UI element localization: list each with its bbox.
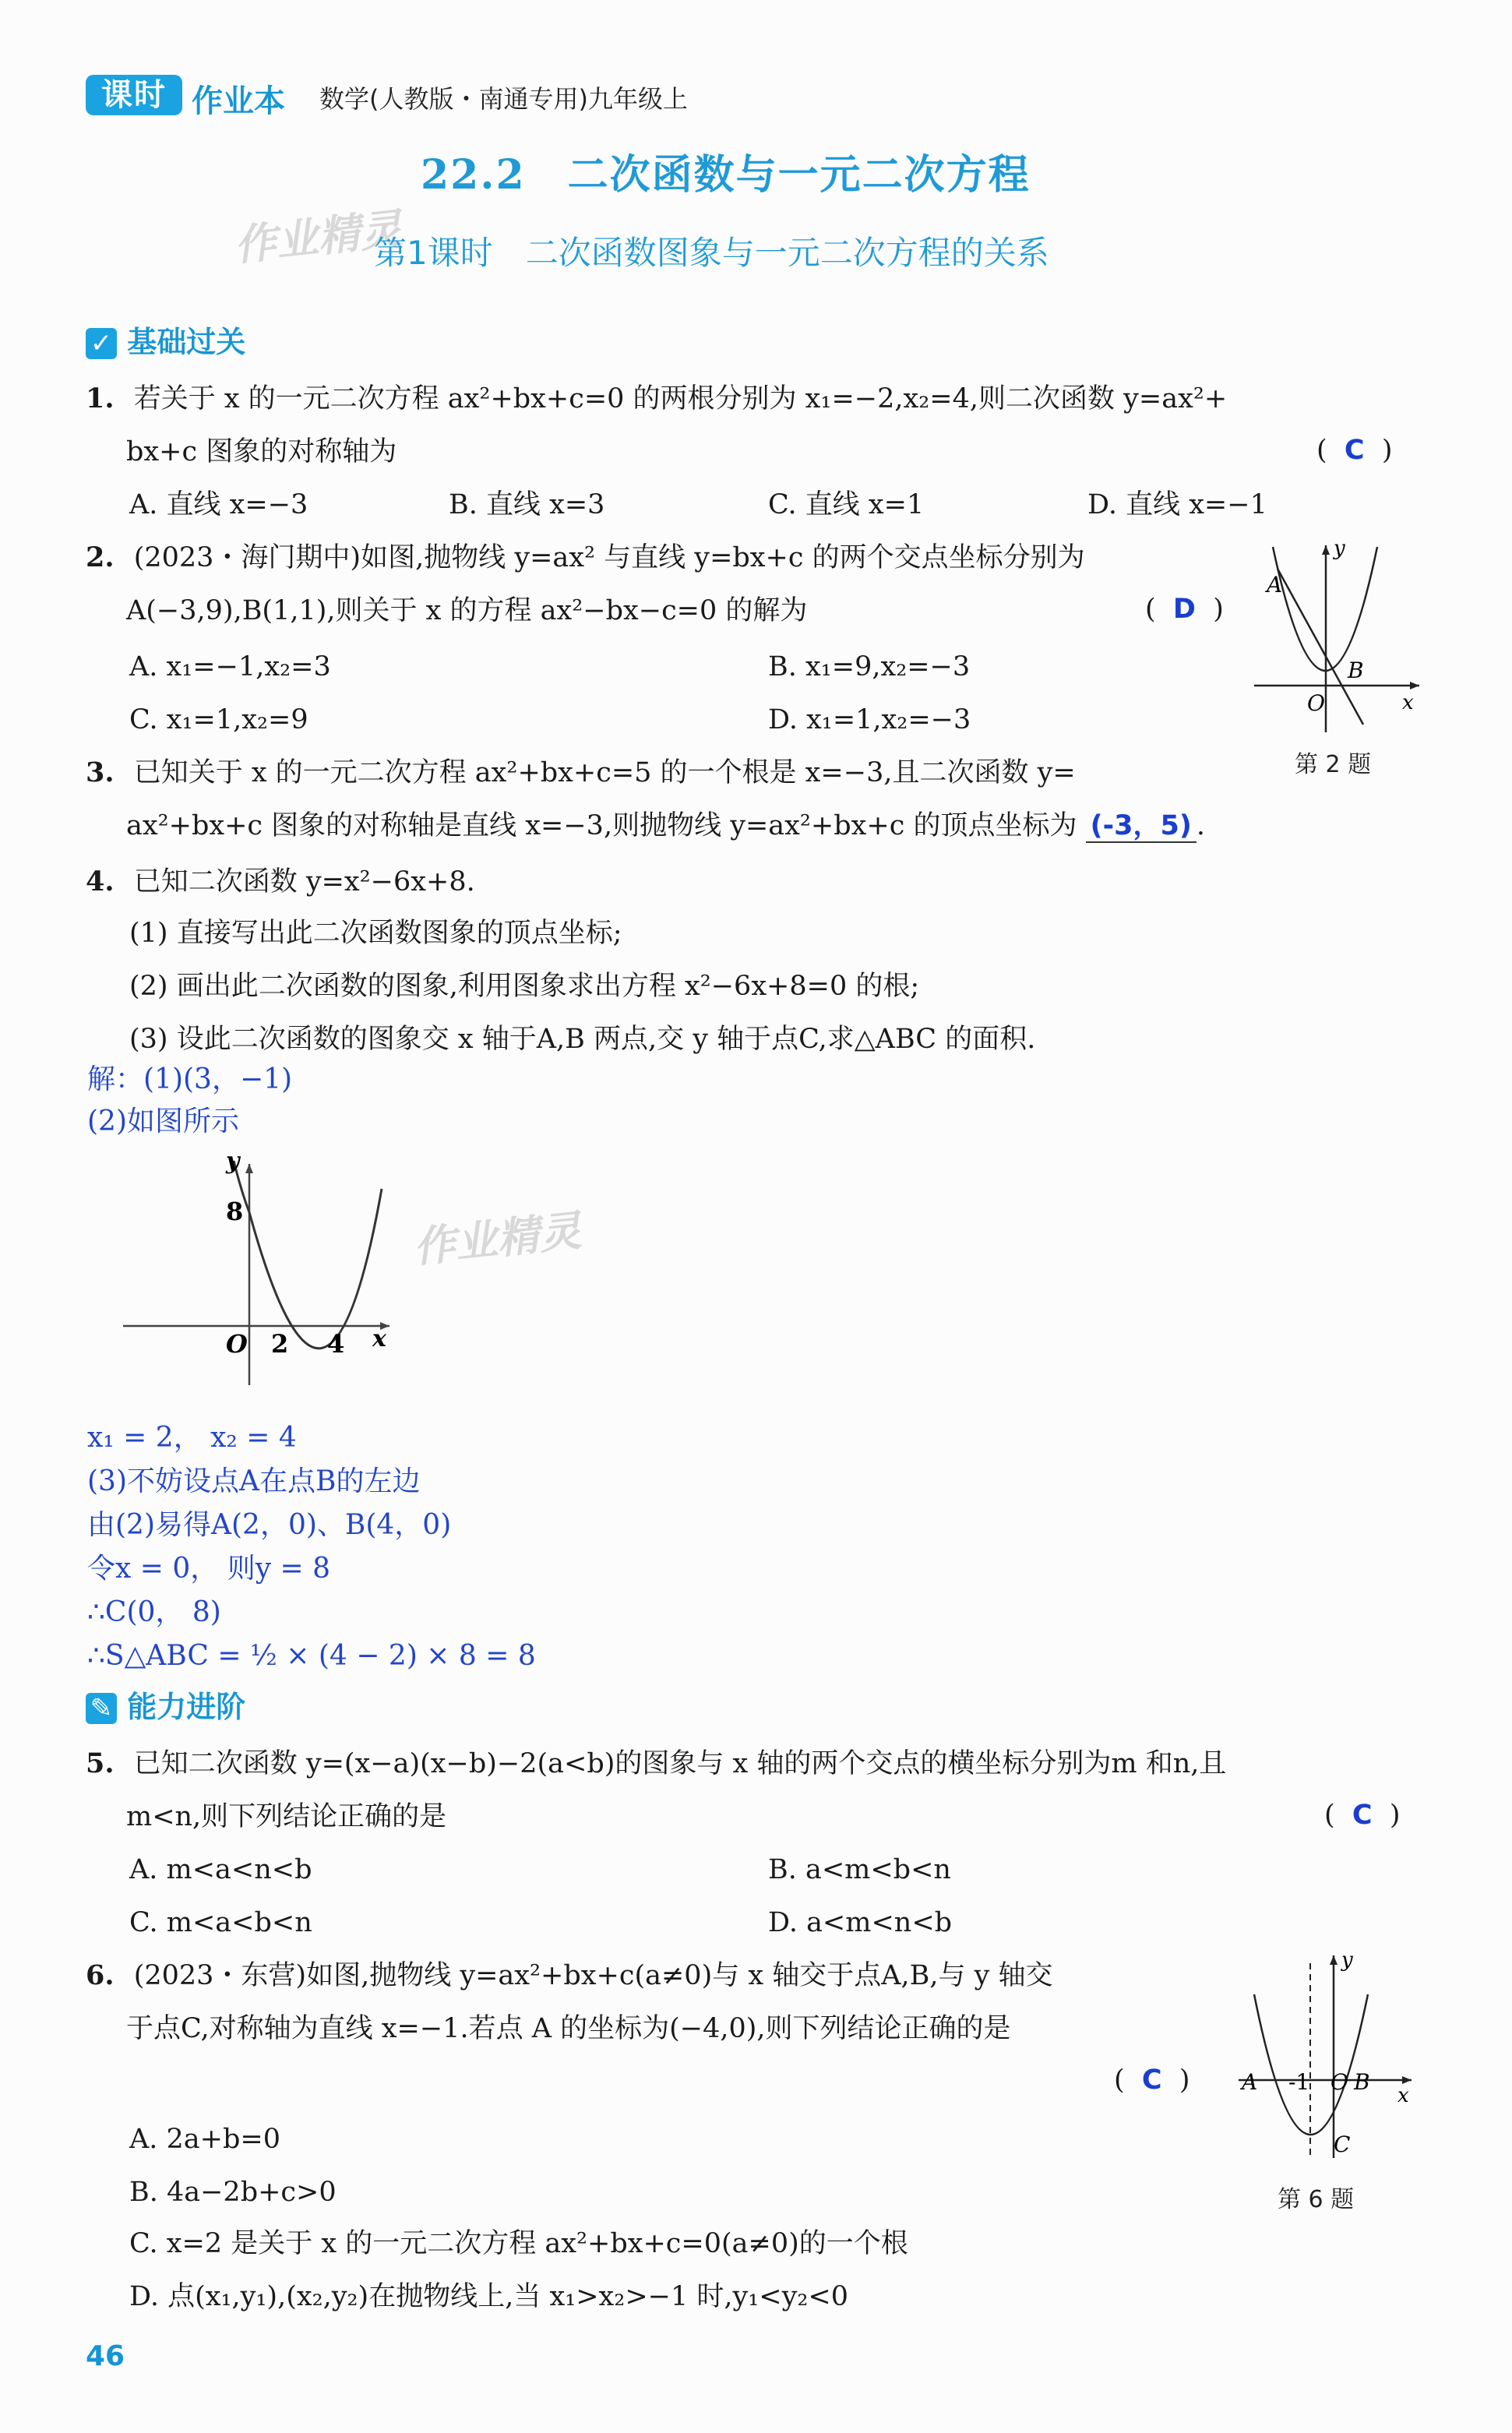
option-c: C. 直线 x=1 [768, 489, 925, 520]
answer-bracket-1: ( C ) [1316, 435, 1393, 466]
solution-line-1: 解：(1)(3，−1) [87, 1063, 293, 1095]
question-text: 已知关于 x 的一元二次方程 ax²+bx+c=5 的一个根是 x=−3,且二次函数 y= [133, 757, 1076, 788]
lesson-title: 第1课时 二次函数图象与一元二次方程的关系 [374, 234, 1049, 272]
solution-graph [117, 1153, 413, 1387]
question-4 [86, 865, 475, 899]
question-4-part3: (3) 设此二次函数的图象交 x 轴于A,B 两点,交 y 轴于点C,求△ABC 的面积. [129, 1024, 1036, 1055]
question-5-line2: m<n,则下列结论正确的是 [126, 1801, 447, 1832]
graph-label-x: x [372, 1325, 386, 1352]
option-b: B. a<m<b<n [768, 1854, 951, 1885]
graph-label-2: 2 [271, 1329, 289, 1359]
fig2-label-b: B [1348, 658, 1364, 683]
watermark-2: 作业精灵 [411, 1205, 584, 1273]
question-number: 1. [86, 383, 115, 414]
question-1-line2: bx+c 图象的对称轴为 [126, 436, 397, 467]
question-text: (2023・东营)如图,抛物线 y=ax²+bx+c(a≠0)与 x 轴交于点A,B,与 y 轴交 [133, 1960, 1053, 1991]
period: . [1196, 810, 1205, 841]
answer-bracket-5: ( C ) [1324, 1800, 1401, 1831]
option-c: C. x₁=1,x₂=9 [129, 704, 308, 735]
option-a: A. 2a+b=0 [129, 2124, 280, 2155]
option-b: B. 直线 x=3 [449, 489, 605, 520]
graph-label-y: y [226, 1153, 240, 1175]
graph-label-4: 4 [327, 1329, 345, 1359]
option-b: B. x₁=9,x₂=−3 [768, 651, 971, 682]
option-c: C. x=2 是关于 x 的一元二次方程 ax²+bx+c=0(a≠0)的一个根 [129, 2228, 908, 2259]
figure-q2 [1246, 538, 1426, 740]
answer-5: C [1352, 1800, 1373, 1831]
book-name: 作业本 [192, 83, 285, 119]
check-icon: ✓ [86, 328, 117, 359]
option-a: A. 直线 x=−3 [129, 489, 308, 520]
question-number: 5. [86, 1747, 115, 1779]
fig6-label-minus1: -1 [1288, 2069, 1310, 2095]
question-2-line2: A(−3,9),B(1,1),则关于 x 的方程 ax²−bx−c=0 的解为 [126, 595, 808, 626]
question-text: 若关于 x 的一元二次方程 ax²+bx+c=0 的两根分别为 x₁=−2,x₂=4,则二次函数 y=ax²+ [133, 383, 1228, 414]
question-number: 6. [86, 1959, 115, 1991]
option-a: A. m<a<n<b [129, 1854, 312, 1885]
option-d: D. a<m<n<b [768, 1907, 953, 1938]
fig6-label-y: y [1341, 1948, 1353, 1972]
question-5 [86, 1747, 1226, 1781]
graph-label-o: O [226, 1329, 248, 1359]
question-text: (2023・海门期中)如图,抛物线 y=ax² 与直线 y=bx+c 的两个交点坐标分别为 [133, 542, 1085, 573]
basic-heading-label: 基础过关 [127, 325, 246, 359]
question-6 [86, 1959, 1053, 1993]
option-d: D. x₁=1,x₂=−3 [768, 704, 971, 735]
solution-line-7: ∴C(0， 8) [87, 1596, 221, 1628]
question-number: 3. [86, 756, 115, 788]
answer-bracket-6: ( C ) [1114, 2065, 1190, 2096]
question-4-part1: (1) 直接写出此二次函数图象的顶点坐标; [129, 918, 622, 949]
question-1 [86, 382, 1227, 416]
advanced-heading-label: 能力进阶 [127, 1690, 246, 1724]
fig2-label-a: A [1267, 572, 1283, 598]
solution-line-3: x₁ = 2， x₂ = 4 [87, 1422, 297, 1454]
answer-6: C [1141, 2065, 1162, 2096]
fig2-label-x: x [1402, 691, 1414, 714]
fig6-label-c: C [1334, 2132, 1351, 2157]
figure-q6 [1231, 1948, 1418, 2166]
fig6-label-o: O [1330, 2069, 1348, 2095]
solution-line-4: (3)不妨设点A在点B的左边 [87, 1465, 421, 1497]
figure-q6-caption: 第 6 题 [1278, 2186, 1355, 2213]
option-a: A. x₁=−1,x₂=3 [129, 651, 331, 682]
question-number: 2. [86, 541, 115, 573]
answer-3: (-3，5) [1086, 810, 1197, 843]
question-4-part2: (2) 画出此二次函数的图象,利用图象求出方程 x²−6x+8=0 的根; [129, 971, 920, 1002]
question-number: 4. [86, 866, 115, 897]
question-text: ax²+bx+c 图象的对称轴是直线 x=−3,则抛物线 y=ax²+bx+c 的顶点坐标为 [126, 810, 1077, 841]
section-title: 22.2 二次函数与一元二次方程 [421, 151, 1031, 199]
option-b: B. 4a−2b+c>0 [129, 2177, 337, 2208]
page-number: 46 [86, 2340, 125, 2372]
question-3-line2 [126, 809, 1205, 843]
fig6-label-b: B [1354, 2069, 1370, 2095]
option-c: C. m<a<b<n [129, 1907, 312, 1938]
question-2 [86, 541, 1085, 575]
figure-q2-caption: 第 2 题 [1295, 751, 1372, 778]
solution-line-5: 由(2)易得A(2，0)、B(4，0) [87, 1509, 452, 1541]
brand-logo: 课时 [86, 75, 182, 115]
solution-line-8: ∴S△ABC = ½ × (4 − 2) × 8 = 8 [87, 1640, 536, 1672]
option-d: D. 点(x₁,y₁),(x₂,y₂)在抛物线上,当 x₁>x₂>−1 时,y₁<y₂<0 [129, 2281, 849, 2312]
watermark: 作业精灵 [231, 203, 405, 271]
graph-label-8: 8 [226, 1197, 244, 1226]
question-text: 已知二次函数 y=(x−a)(x−b)−2(a<b)的图象与 x 轴的两个交点的横坐标分别为m 和n,且 [133, 1748, 1227, 1779]
question-3 [86, 756, 1076, 790]
fig2-label-o: O [1307, 690, 1325, 716]
answer-2: D [1172, 594, 1196, 625]
answer-bracket-2: ( D ) [1145, 594, 1224, 625]
fig2-label-y: y [1334, 538, 1345, 560]
option-d: D. 直线 x=−1 [1087, 489, 1267, 520]
book-subtitle: 数学(人教版・南通专用)九年级上 [319, 84, 688, 114]
fig6-label-a: A [1242, 2069, 1258, 2095]
solution-line-2: (2)如图所示 [87, 1105, 239, 1137]
fig6-label-x: x [1397, 2084, 1409, 2107]
advanced-heading [86, 1683, 245, 1726]
solution-line-6: 令x = 0， 则y = 8 [87, 1553, 330, 1585]
pencil-icon: ✎ [86, 1693, 117, 1724]
basic-heading [86, 318, 245, 361]
question-6-line2: 于点C,对称轴为直线 x=−1.若点 A 的坐标为(−4,0),则下列结论正确的是 [126, 2013, 1011, 2044]
question-text: 已知二次函数 y=x²−6x+8. [133, 866, 475, 897]
answer-1: C [1344, 435, 1365, 466]
